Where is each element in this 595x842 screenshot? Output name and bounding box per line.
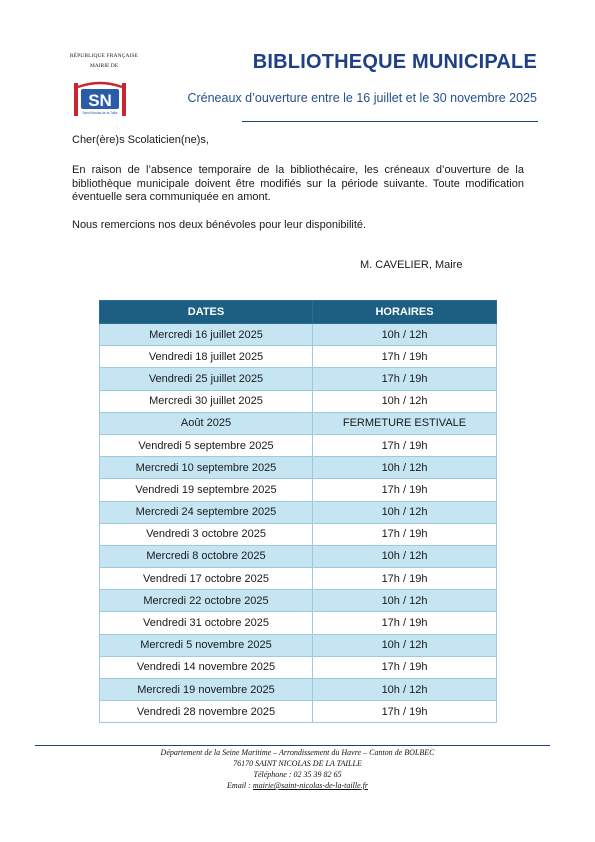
schedule-table bbox=[99, 300, 497, 723]
table-header-row bbox=[100, 301, 497, 324]
logo-text: SN bbox=[88, 91, 112, 110]
footer bbox=[0, 747, 595, 791]
footer-divider bbox=[35, 745, 550, 746]
table-row bbox=[100, 479, 497, 501]
hours-cell: 17h / 19h bbox=[313, 656, 497, 678]
hours-cell: 10h / 12h bbox=[313, 679, 497, 701]
hours-cell: 17h / 19h bbox=[313, 612, 497, 634]
table-row bbox=[100, 412, 497, 434]
table-row bbox=[100, 679, 497, 701]
table-row bbox=[100, 501, 497, 523]
dates-header: DATES bbox=[100, 301, 313, 324]
table-row bbox=[100, 324, 497, 346]
signature: M. CAVELIER, Maire bbox=[360, 259, 463, 271]
table-row bbox=[100, 701, 497, 723]
thanks-line: Nous remercions nos deux bénévoles pour leur disponibilité. bbox=[72, 219, 367, 231]
hours-cell: 17h / 19h bbox=[313, 346, 497, 368]
date-cell: Mercredi 10 septembre 2025 bbox=[100, 457, 313, 479]
table-row bbox=[100, 568, 497, 590]
announcement-paragraph: En raison de l’absence temporaire de la bibliothécaire, les créneaux d’ouverture de la bibliothèque municipale doivent être modifiés sur la période suivante. Toute modification éventuelle sera communiquée en amont. bbox=[72, 164, 524, 203]
footer-line-4 bbox=[0, 780, 595, 791]
table-row bbox=[100, 590, 497, 612]
email-label: Email : bbox=[227, 781, 253, 790]
mairie-header bbox=[64, 53, 144, 69]
town-logo bbox=[74, 81, 126, 117]
table-row bbox=[100, 656, 497, 678]
page-title: BIBLIOTHEQUE MUNICIPALE bbox=[252, 51, 537, 73]
date-cell: Vendredi 31 octobre 2025 bbox=[100, 612, 313, 634]
date-cell: Vendredi 19 septembre 2025 bbox=[100, 479, 313, 501]
hours-cell: 17h / 19h bbox=[313, 568, 497, 590]
hours-cell: 10h / 12h bbox=[313, 457, 497, 479]
logo-caption: Saint-Nicolas-de-la-Taille bbox=[82, 111, 118, 115]
table-row bbox=[100, 612, 497, 634]
republic-label: RÉPUBLIQUE FRANÇAISE bbox=[69, 53, 139, 59]
date-cell: Vendredi 3 octobre 2025 bbox=[100, 523, 313, 545]
date-cell: Vendredi 28 novembre 2025 bbox=[100, 701, 313, 723]
table-row bbox=[100, 390, 497, 412]
table-row bbox=[100, 346, 497, 368]
hours-cell: 10h / 12h bbox=[313, 390, 497, 412]
page-subtitle: Créneaux d’ouverture entre le 16 juillet et le 30 novembre 2025 bbox=[187, 91, 537, 105]
table-row bbox=[100, 545, 497, 567]
table-row bbox=[100, 523, 497, 545]
table-row bbox=[100, 434, 497, 456]
date-cell: Mercredi 19 novembre 2025 bbox=[100, 679, 313, 701]
date-cell: Vendredi 17 octobre 2025 bbox=[100, 568, 313, 590]
email-link[interactable]: mairie@saint-nicolas-de-la-taille.fr bbox=[252, 781, 368, 790]
hours-header: HORAIRES bbox=[313, 301, 497, 324]
header-divider bbox=[242, 121, 538, 122]
date-cell: Vendredi 25 juillet 2025 bbox=[100, 368, 313, 390]
hours-cell: 17h / 19h bbox=[313, 701, 497, 723]
hours-cell: 17h / 19h bbox=[313, 368, 497, 390]
date-cell: Mercredi 16 juillet 2025 bbox=[100, 324, 313, 346]
date-cell: Août 2025 bbox=[100, 412, 313, 434]
date-cell: Vendredi 5 septembre 2025 bbox=[100, 434, 313, 456]
date-cell: Mercredi 30 juillet 2025 bbox=[100, 390, 313, 412]
hours-cell: 17h / 19h bbox=[313, 479, 497, 501]
footer-line-2: 76170 SAINT NICOLAS DE LA TAILLE bbox=[233, 759, 362, 768]
hours-cell: 10h / 12h bbox=[313, 590, 497, 612]
hours-cell: 17h / 19h bbox=[313, 434, 497, 456]
greeting: Cher(ère)s Scolaticien(ne)s, bbox=[72, 134, 209, 146]
hours-cell: 10h / 12h bbox=[313, 545, 497, 567]
footer-line-1: Département de la Seine Maritime – Arrondissement du Havre – Canton de BOLBEC bbox=[160, 748, 435, 757]
table-row bbox=[100, 368, 497, 390]
hours-cell: 10h / 12h bbox=[313, 634, 497, 656]
date-cell: Mercredi 22 octobre 2025 bbox=[100, 590, 313, 612]
table-row bbox=[100, 634, 497, 656]
footer-line-3: Téléphone : 02 35 39 82 65 bbox=[253, 770, 342, 779]
date-cell: Mercredi 24 septembre 2025 bbox=[100, 501, 313, 523]
hours-cell: 10h / 12h bbox=[313, 501, 497, 523]
hours-cell: 10h / 12h bbox=[313, 324, 497, 346]
date-cell: Mercredi 5 novembre 2025 bbox=[100, 634, 313, 656]
hours-cell: 17h / 19h bbox=[313, 523, 497, 545]
mairie-de-label: MAIRIE DE bbox=[89, 63, 119, 69]
date-cell: Vendredi 18 juillet 2025 bbox=[100, 346, 313, 368]
schedule-body bbox=[100, 324, 497, 723]
date-cell: Mercredi 8 octobre 2025 bbox=[100, 545, 313, 567]
date-cell: Vendredi 14 novembre 2025 bbox=[100, 656, 313, 678]
table-row bbox=[100, 457, 497, 479]
hours-cell: FERMETURE ESTIVALE bbox=[313, 412, 497, 434]
